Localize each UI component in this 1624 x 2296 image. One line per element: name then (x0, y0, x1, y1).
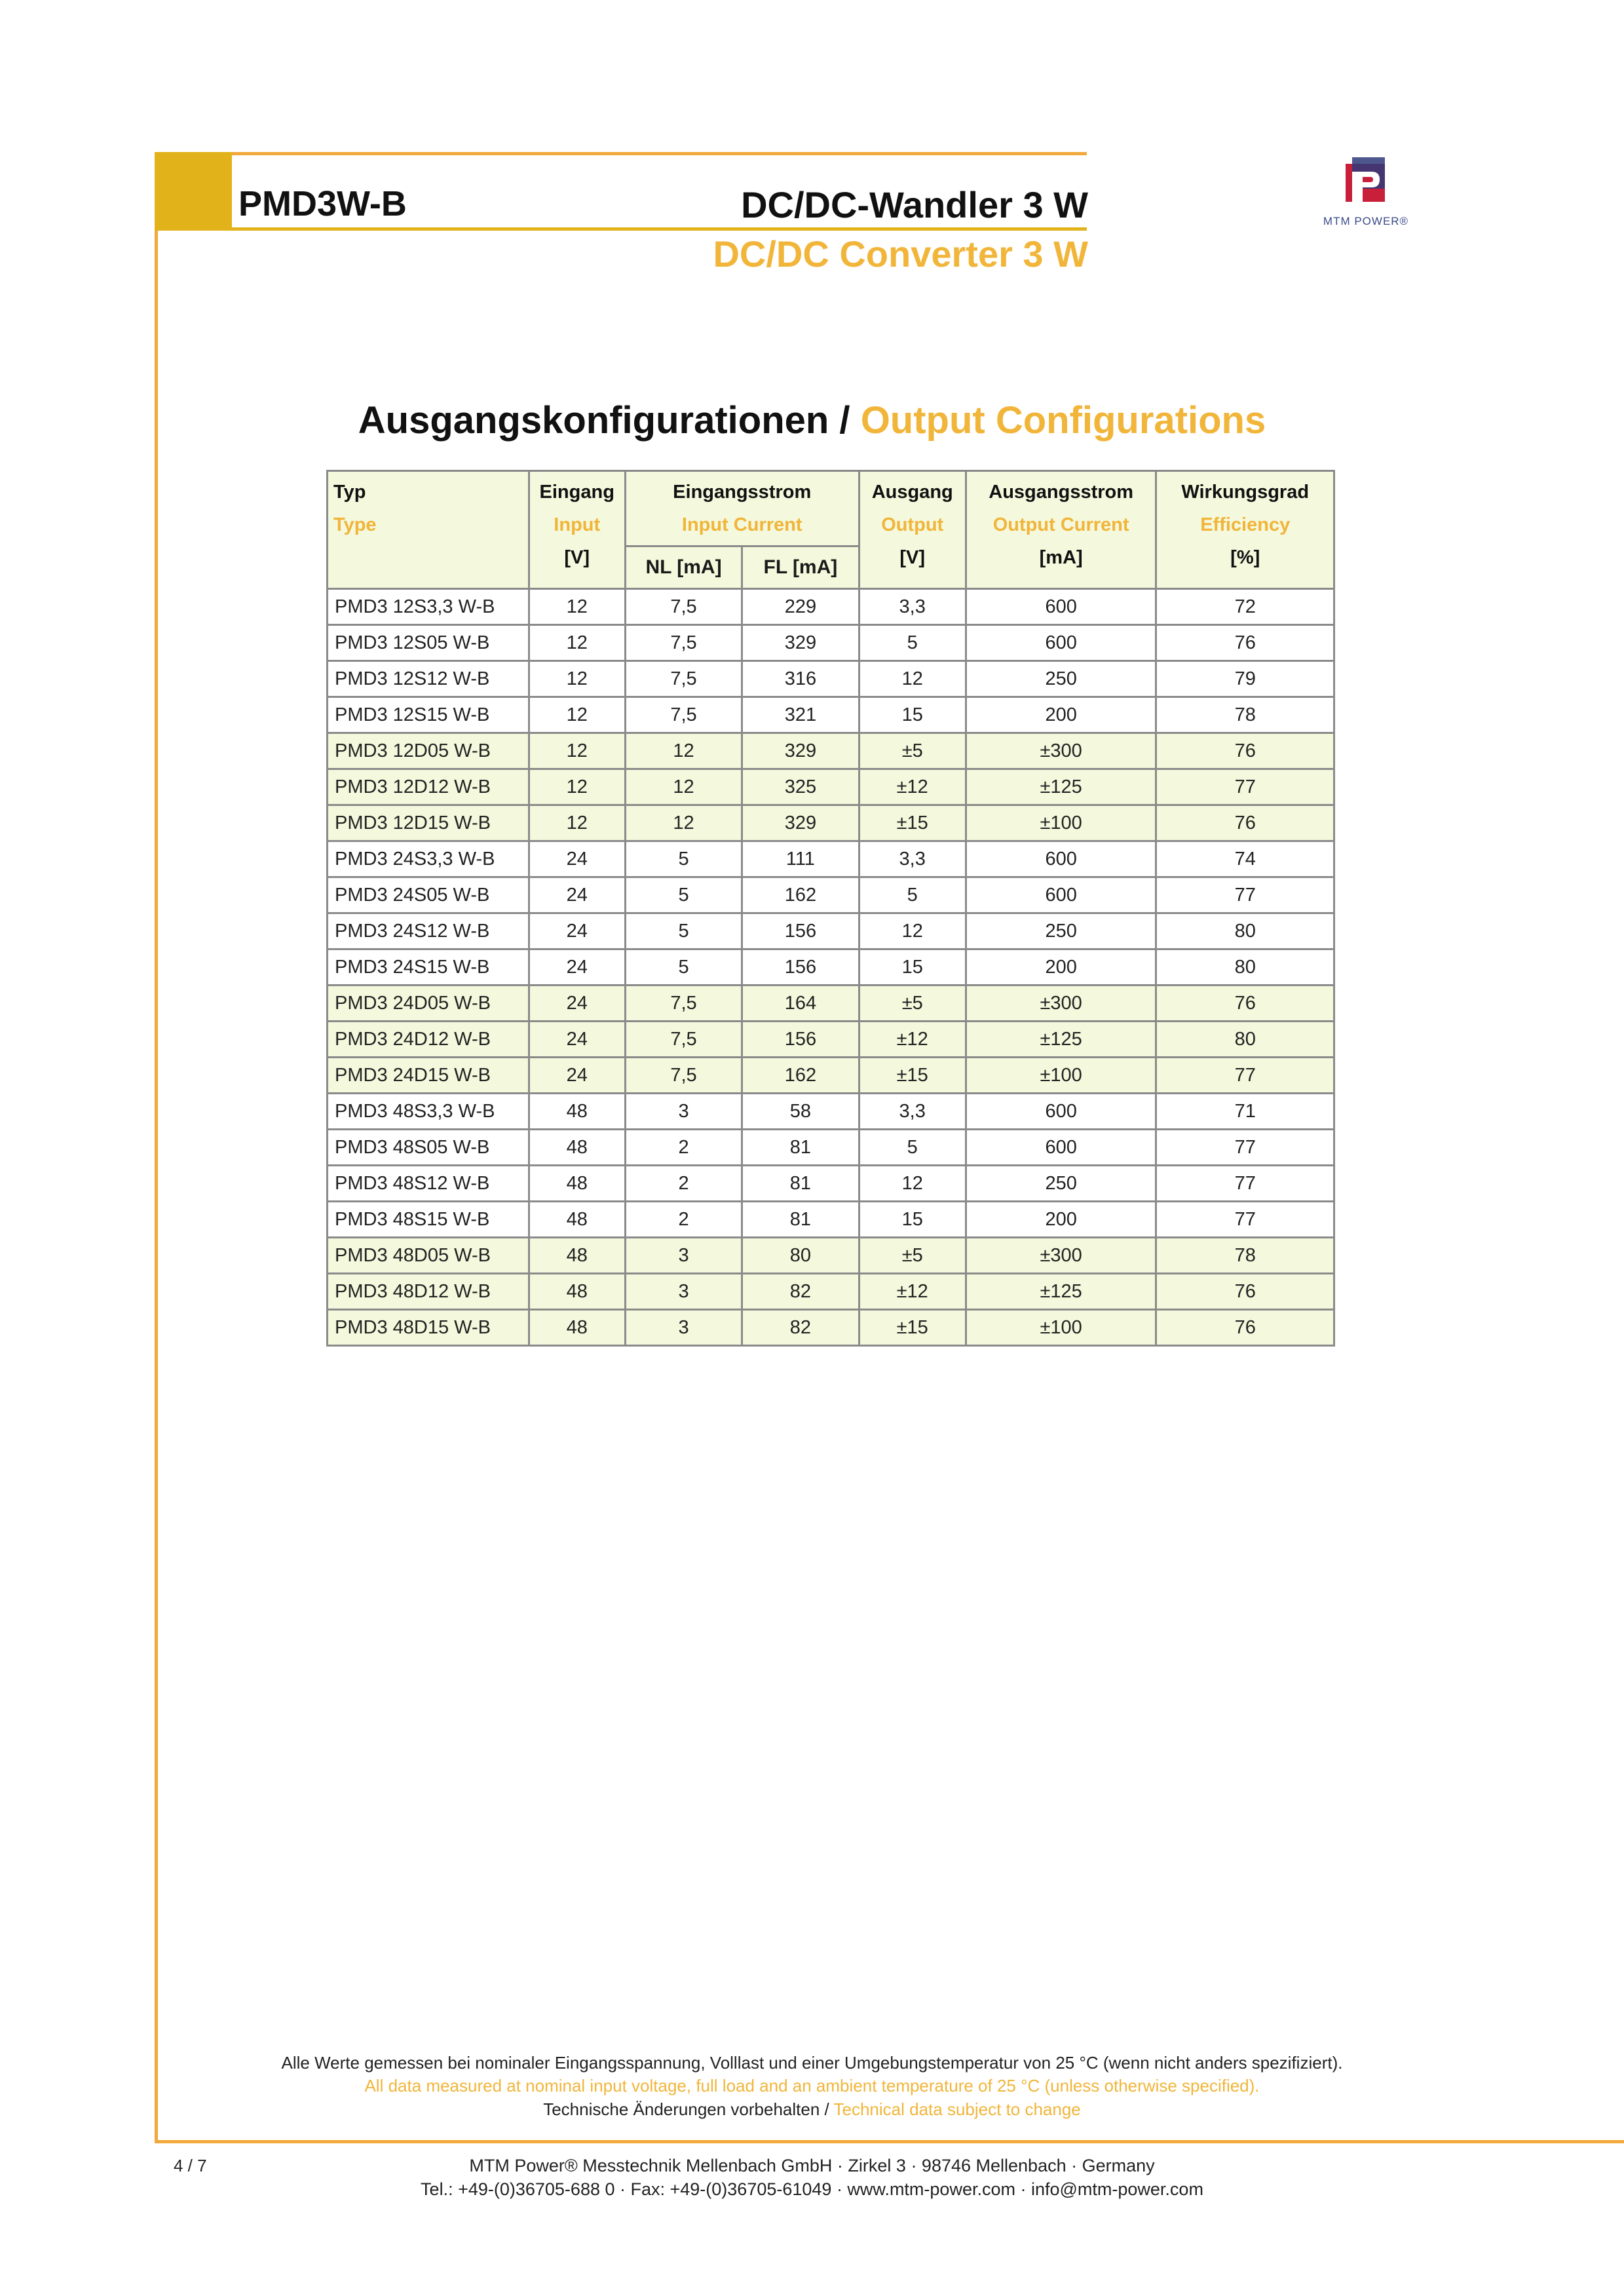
cell-fl: 58 (742, 1094, 859, 1130)
cell-type: PMD3 24S3,3 W-B (328, 841, 529, 877)
cell-out-current: 250 (966, 661, 1156, 697)
header-output (859, 471, 966, 589)
cell-eff: 77 (1156, 1202, 1334, 1238)
cell-eff: 77 (1156, 1058, 1334, 1094)
cell-fl: 321 (742, 697, 859, 733)
cell-input: 12 (529, 805, 625, 841)
cell-output: ±15 (859, 1310, 966, 1346)
cell-out-current: 600 (966, 877, 1156, 913)
table-row (328, 1310, 1334, 1346)
cell-eff: 78 (1156, 1238, 1334, 1274)
cell-fl: 156 (742, 1022, 859, 1058)
table-row (328, 1094, 1334, 1130)
table-row (328, 949, 1334, 985)
cell-type: PMD3 24D15 W-B (328, 1058, 529, 1094)
cell-type: PMD3 24D12 W-B (328, 1022, 529, 1058)
cell-input: 24 (529, 949, 625, 985)
cell-fl: 162 (742, 877, 859, 913)
cell-input: 48 (529, 1274, 625, 1310)
header-output-current-de: Ausgangsstrom (989, 482, 1134, 503)
cell-fl: 81 (742, 1130, 859, 1166)
header-fl: FL [mA] (742, 546, 859, 589)
cell-type: PMD3 48S12 W-B (328, 1166, 529, 1202)
table-row (328, 661, 1334, 697)
footer-contact: Tel.: +49-(0)36705-688 0 · Fax: +49-(0)36705-61049 · www.mtm-power.com · info@mtm-power.com (421, 2179, 1203, 2199)
cell-output: ±5 (859, 733, 966, 769)
header-input (529, 471, 625, 589)
cell-nl: 5 (625, 949, 742, 985)
cell-nl: 7,5 (625, 1058, 742, 1094)
cell-type: PMD3 12S15 W-B (328, 697, 529, 733)
section-title-english: Output Configurations (860, 399, 1266, 442)
cell-type: PMD3 48D15 W-B (328, 1310, 529, 1346)
table-row (328, 589, 1334, 625)
table-row (328, 841, 1334, 877)
cell-input: 12 (529, 769, 625, 805)
header-input-current-de: Eingangsstrom (673, 482, 812, 503)
cell-nl: 3 (625, 1094, 742, 1130)
cell-fl: 80 (742, 1238, 859, 1274)
cell-nl: 5 (625, 877, 742, 913)
cell-out-current: ±100 (966, 1310, 1156, 1346)
cell-nl: 7,5 (625, 661, 742, 697)
cell-input: 24 (529, 1058, 625, 1094)
cell-fl: 329 (742, 805, 859, 841)
header-output-current-unit: [mA] (1039, 547, 1083, 568)
cell-fl: 111 (742, 841, 859, 877)
cell-input: 48 (529, 1166, 625, 1202)
cell-type: PMD3 24D05 W-B (328, 985, 529, 1022)
product-code: PMD3W-B (238, 184, 407, 223)
table-row (328, 1166, 1334, 1202)
header-nl: NL [mA] (625, 546, 742, 589)
cell-eff: 76 (1156, 805, 1334, 841)
cell-fl: 82 (742, 1310, 859, 1346)
table-row (328, 769, 1334, 805)
cell-output: ±15 (859, 1058, 966, 1094)
cell-nl: 7,5 (625, 589, 742, 625)
cell-input: 24 (529, 877, 625, 913)
table-row (328, 1274, 1334, 1310)
cell-nl: 7,5 (625, 697, 742, 733)
cell-out-current: 600 (966, 1094, 1156, 1130)
cell-output: 3,3 (859, 841, 966, 877)
cell-input: 24 (529, 985, 625, 1022)
cell-type: PMD3 24S15 W-B (328, 949, 529, 985)
cell-input: 48 (529, 1310, 625, 1346)
cell-output: 15 (859, 697, 966, 733)
cell-eff: 76 (1156, 1274, 1334, 1310)
header-input-en: Input (554, 514, 601, 535)
cell-input: 48 (529, 1094, 625, 1130)
cell-input: 48 (529, 1202, 625, 1238)
frame-top-rule (155, 152, 1087, 155)
note-german: Alle Werte gemessen bei nominaler Eingangsspannung, Volllast und einer Umgebungstemperatur von 25 °C (wenn nicht anders spezifiziert). (281, 2053, 1343, 2073)
cell-nl: 5 (625, 841, 742, 877)
cell-fl: 156 (742, 949, 859, 985)
cell-input: 24 (529, 913, 625, 949)
cell-out-current: ±300 (966, 985, 1156, 1022)
cell-out-current: 600 (966, 625, 1156, 661)
frame-bottom-rule (155, 2140, 1624, 2143)
cell-eff: 80 (1156, 949, 1334, 985)
cell-eff: 77 (1156, 1130, 1334, 1166)
cell-output: ±5 (859, 985, 966, 1022)
cell-nl: 2 (625, 1130, 742, 1166)
cell-output: ±5 (859, 1238, 966, 1274)
title-english: DC/DC Converter 3 W (713, 233, 1088, 275)
cell-out-current: 600 (966, 589, 1156, 625)
cell-nl: 3 (625, 1238, 742, 1274)
cell-eff: 79 (1156, 661, 1334, 697)
cell-fl: 82 (742, 1274, 859, 1310)
cell-eff: 76 (1156, 625, 1334, 661)
cell-type: PMD3 12S12 W-B (328, 661, 529, 697)
table-row (328, 985, 1334, 1022)
note-english: All data measured at nominal input voltage, full load and an ambient temperature of 25 °C (unless otherwise specified). (364, 2076, 1260, 2095)
cell-out-current: 600 (966, 1130, 1156, 1166)
header-accent-block (155, 152, 232, 231)
header-efficiency-en: Efficiency (1200, 514, 1291, 535)
cell-eff: 76 (1156, 1310, 1334, 1346)
cell-input: 12 (529, 697, 625, 733)
cell-nl: 2 (625, 1202, 742, 1238)
table-row (328, 805, 1334, 841)
header-efficiency-unit: [%] (1230, 547, 1260, 568)
title-german: DC/DC-Wandler 3 W (741, 184, 1088, 225)
cell-output: 12 (859, 1166, 966, 1202)
table-row (328, 1130, 1334, 1166)
header-efficiency (1156, 471, 1334, 589)
cell-fl: 81 (742, 1202, 859, 1238)
cell-input: 48 (529, 1238, 625, 1274)
cell-output: 5 (859, 877, 966, 913)
footer-address: MTM Power® Messtechnik Mellenbach GmbH · Zirkel 3 · 98746 Mellenbach · Germany (469, 2156, 1155, 2175)
cell-input: 24 (529, 841, 625, 877)
header-input-de: Eingang (539, 482, 614, 503)
cell-out-current: ±100 (966, 805, 1156, 841)
cell-type: PMD3 12D05 W-B (328, 733, 529, 769)
cell-nl: 7,5 (625, 1022, 742, 1058)
cell-type: PMD3 12S05 W-B (328, 625, 529, 661)
cell-out-current: 200 (966, 697, 1156, 733)
logo-mark-icon (1343, 155, 1389, 212)
cell-nl: 2 (625, 1166, 742, 1202)
cell-output: ±15 (859, 805, 966, 841)
cell-out-current: 250 (966, 913, 1156, 949)
cell-output: ±12 (859, 1274, 966, 1310)
cell-out-current: ±300 (966, 1238, 1156, 1274)
cell-output: 5 (859, 625, 966, 661)
header-input-current-en: Input Current (681, 514, 803, 535)
table-body (328, 589, 1334, 1346)
cell-fl: 81 (742, 1166, 859, 1202)
cell-eff: 74 (1156, 841, 1334, 877)
header-input-current (625, 471, 859, 546)
table-row (328, 625, 1334, 661)
table-row (328, 697, 1334, 733)
cell-out-current: ±125 (966, 769, 1156, 805)
cell-input: 48 (529, 1130, 625, 1166)
cell-nl: 7,5 (625, 985, 742, 1022)
cell-output: ±12 (859, 1022, 966, 1058)
header-type (328, 471, 529, 589)
logo-text: MTM POWER® (1323, 215, 1409, 227)
cell-nl: 12 (625, 769, 742, 805)
cell-input: 24 (529, 1022, 625, 1058)
cell-output: 12 (859, 913, 966, 949)
cell-eff: 71 (1156, 1094, 1334, 1130)
cell-output: 15 (859, 949, 966, 985)
cell-eff: 77 (1156, 877, 1334, 913)
cell-fl: 325 (742, 769, 859, 805)
cell-type: PMD3 12D12 W-B (328, 769, 529, 805)
cell-out-current: 200 (966, 949, 1156, 985)
cell-type: PMD3 48S05 W-B (328, 1130, 529, 1166)
header-output-en: Output (881, 514, 944, 535)
cell-eff: 80 (1156, 1022, 1334, 1058)
cell-eff: 72 (1156, 589, 1334, 625)
cell-type: PMD3 48S3,3 W-B (328, 1094, 529, 1130)
cell-input: 12 (529, 589, 625, 625)
cell-type: PMD3 48D05 W-B (328, 1238, 529, 1274)
cell-fl: 162 (742, 1058, 859, 1094)
title-underline (232, 227, 1087, 231)
cell-eff: 77 (1156, 1166, 1334, 1202)
cell-input: 12 (529, 625, 625, 661)
section-title-german: Ausgangskonfigurationen / (358, 399, 850, 442)
cell-eff: 78 (1156, 697, 1334, 733)
cell-eff: 76 (1156, 985, 1334, 1022)
cell-fl: 329 (742, 733, 859, 769)
header-output-current (966, 471, 1156, 589)
cell-output: 3,3 (859, 589, 966, 625)
cell-type: PMD3 48S15 W-B (328, 1202, 529, 1238)
cell-fl: 316 (742, 661, 859, 697)
table-row (328, 733, 1334, 769)
note-changes (0, 2099, 1624, 2120)
cell-fl: 329 (742, 625, 859, 661)
cell-out-current: ±125 (966, 1022, 1156, 1058)
section-title (0, 398, 1624, 442)
page-number: 4 / 7 (174, 2156, 207, 2175)
cell-nl: 3 (625, 1274, 742, 1310)
table-row (328, 877, 1334, 913)
cell-out-current: 600 (966, 841, 1156, 877)
cell-output: 15 (859, 1202, 966, 1238)
cell-type: PMD3 12D15 W-B (328, 805, 529, 841)
header-output-unit: [V] (899, 547, 926, 568)
header-output-de: Ausgang (871, 482, 953, 503)
cell-out-current: ±125 (966, 1274, 1156, 1310)
cell-output: 3,3 (859, 1094, 966, 1130)
cell-type: PMD3 48D12 W-B (328, 1274, 529, 1310)
cell-eff: 77 (1156, 769, 1334, 805)
table-row (328, 913, 1334, 949)
cell-nl: 12 (625, 805, 742, 841)
cell-fl: 156 (742, 913, 859, 949)
cell-nl: 3 (625, 1310, 742, 1346)
table-row (328, 1058, 1334, 1094)
cell-nl: 5 (625, 913, 742, 949)
output-configurations-table (326, 470, 1335, 1347)
cell-eff: 80 (1156, 913, 1334, 949)
header-input-unit: [V] (564, 547, 590, 568)
cell-output: 12 (859, 661, 966, 697)
cell-input: 12 (529, 733, 625, 769)
cell-nl: 12 (625, 733, 742, 769)
cell-fl: 164 (742, 985, 859, 1022)
header-type-en: Type (333, 514, 377, 535)
frame-left-rule (155, 152, 158, 2143)
mtm-power-logo (1313, 152, 1418, 231)
cell-type: PMD3 12S3,3 W-B (328, 589, 529, 625)
cell-eff: 76 (1156, 733, 1334, 769)
cell-out-current: 200 (966, 1202, 1156, 1238)
table-row (328, 1202, 1334, 1238)
cell-input: 12 (529, 661, 625, 697)
header-output-current-en: Output Current (992, 514, 1129, 535)
cell-fl: 229 (742, 589, 859, 625)
table-row (328, 1022, 1334, 1058)
cell-nl: 7,5 (625, 625, 742, 661)
table-row (328, 1238, 1334, 1274)
cell-out-current: ±300 (966, 733, 1156, 769)
cell-out-current: ±100 (966, 1058, 1156, 1094)
cell-output: ±12 (859, 769, 966, 805)
cell-type: PMD3 24S12 W-B (328, 913, 529, 949)
header-type-de: Typ (333, 482, 366, 503)
cell-out-current: 250 (966, 1166, 1156, 1202)
cell-output: 5 (859, 1130, 966, 1166)
note-changes-en: Technical data subject to change (833, 2099, 1081, 2119)
note-changes-de: Technische Änderungen vorbehalten / (543, 2099, 829, 2119)
cell-type: PMD3 24S05 W-B (328, 877, 529, 913)
header-efficiency-de: Wirkungsgrad (1181, 482, 1310, 503)
